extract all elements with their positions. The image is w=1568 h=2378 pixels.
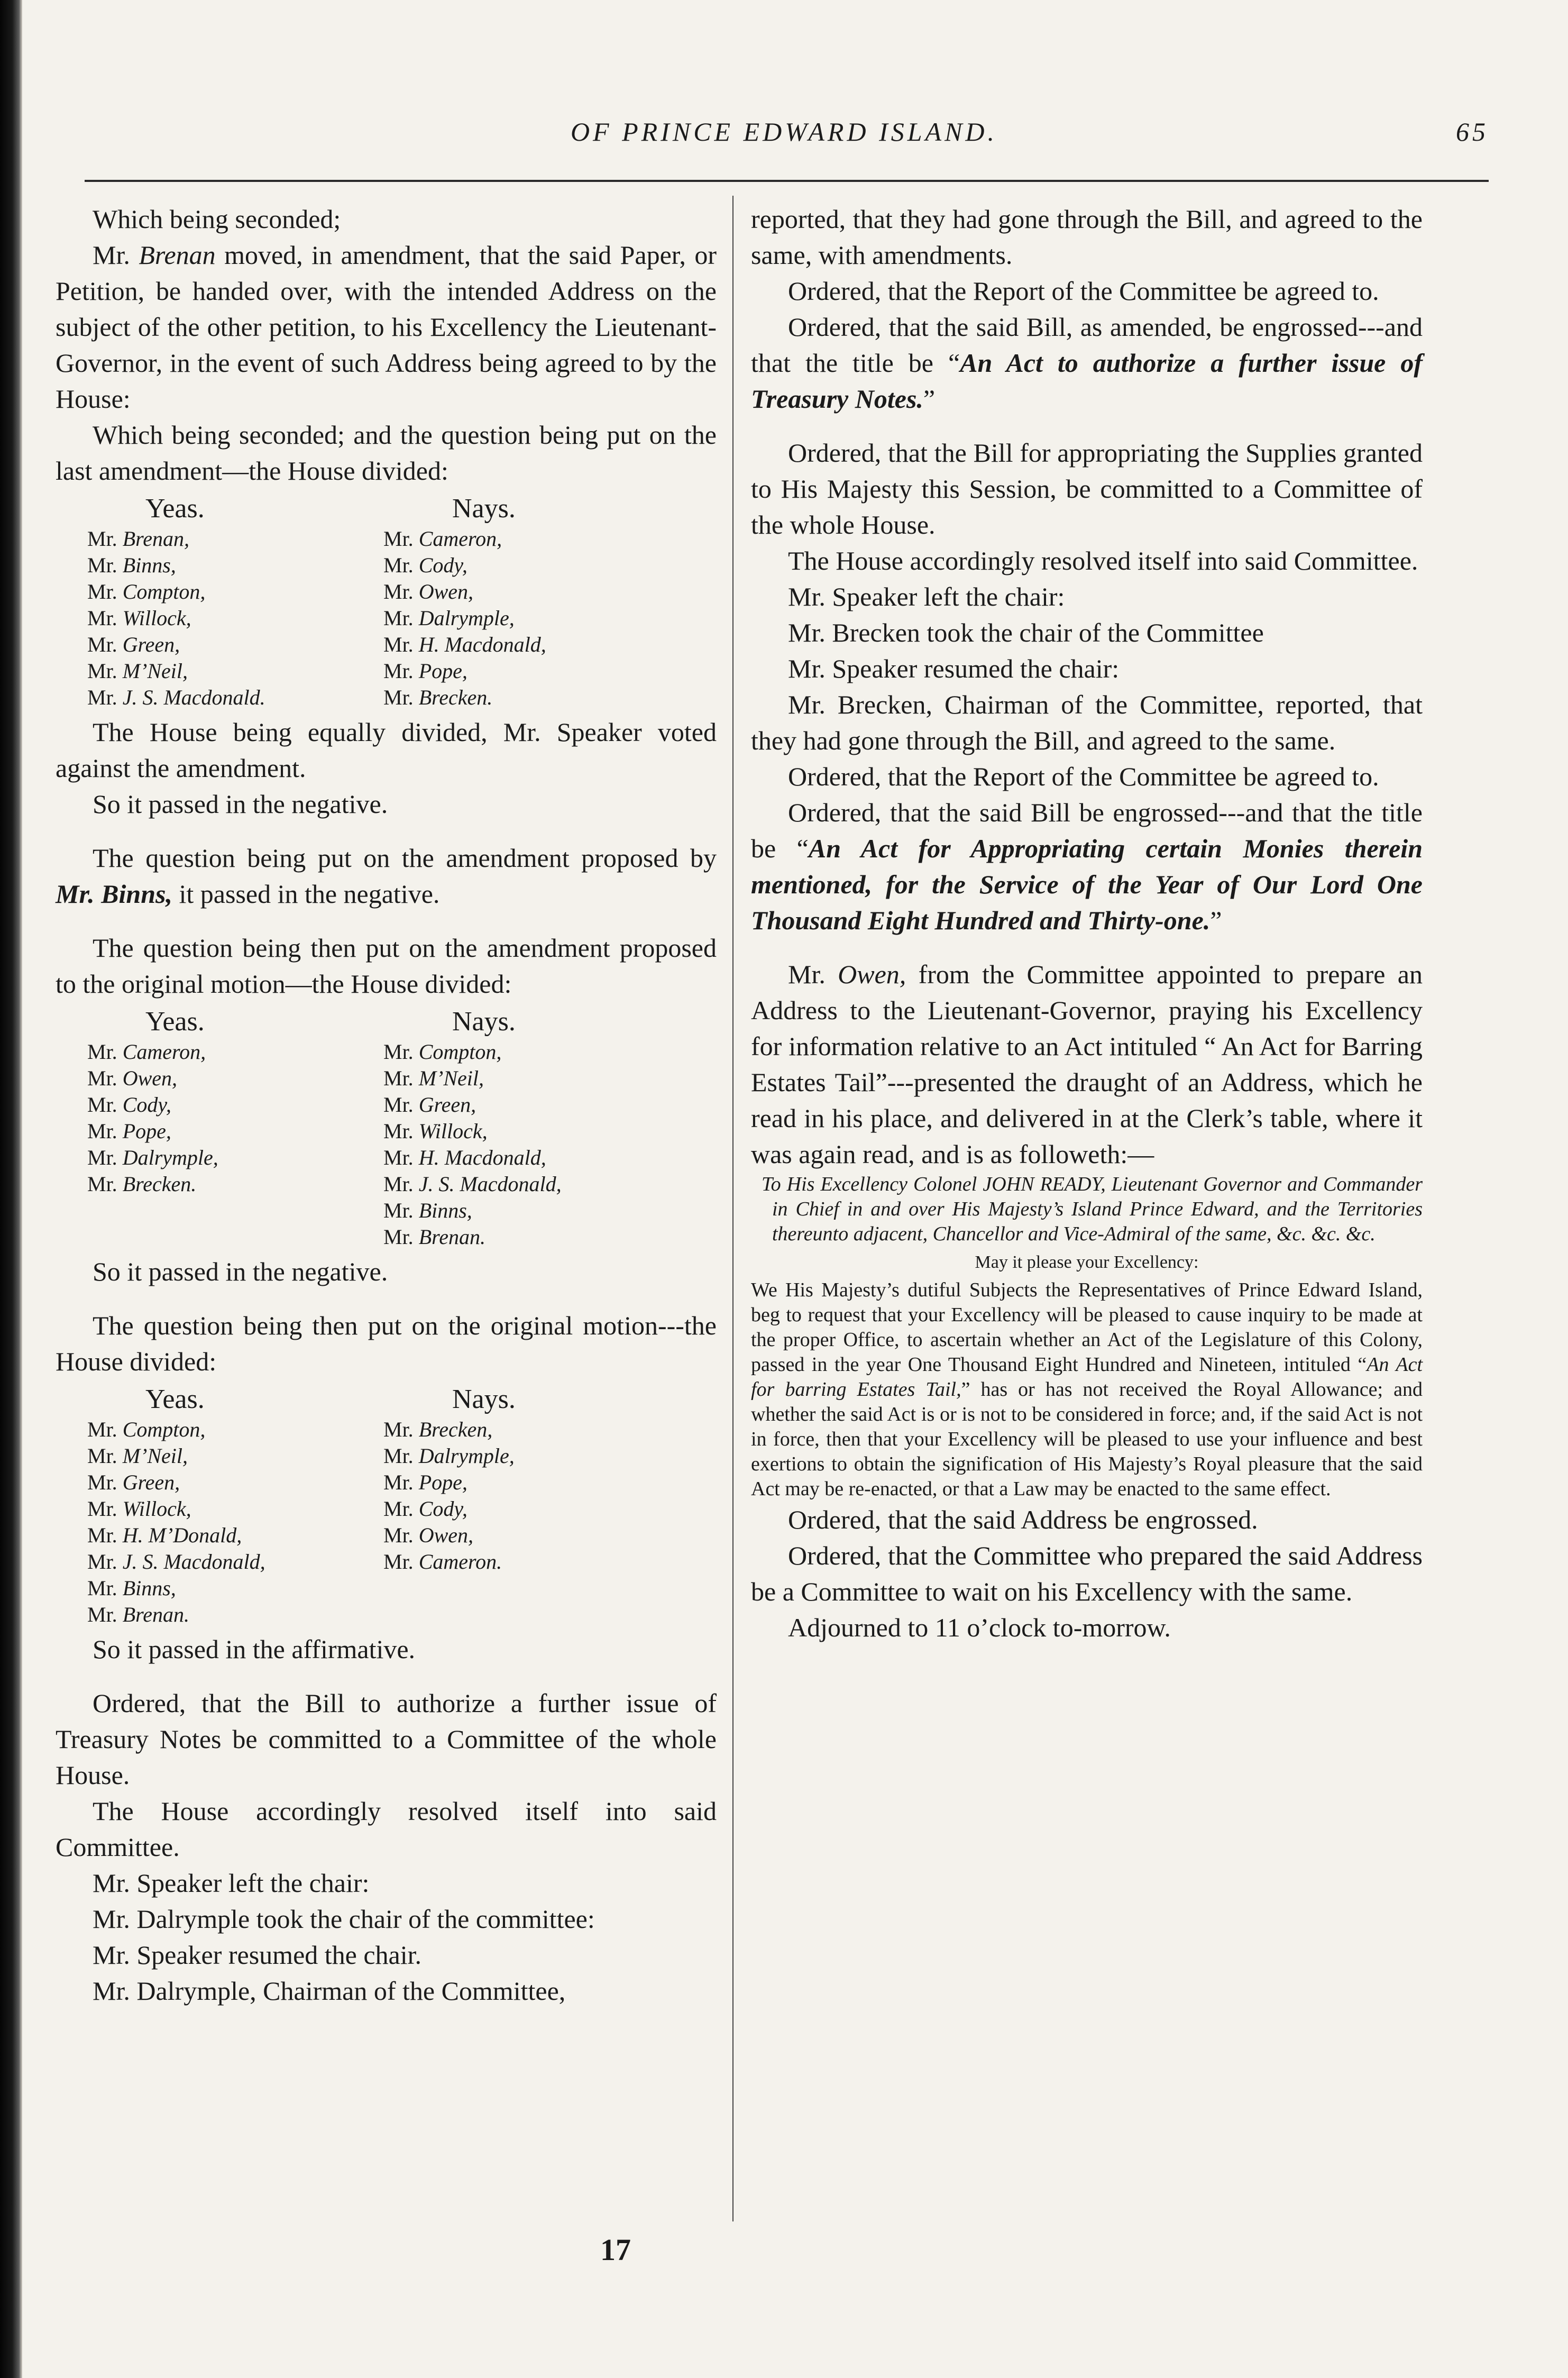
paragraph: Ordered, that the Bill for appropriating the Supplies granted to His Majesty this Session, be committed to a Committee of the whole House. (751, 438, 1423, 539)
nays-heading: Nays. (452, 1007, 516, 1037)
paragraph: Mr. Owen, from the Committee appointed to prepare an Address to the Lieutenant-Governor, praying his Excellency for information relative to an Act intituled “ An Act for Barring Estates Tail”---presented the draught of an Address, which he read in his place, and delivered in at the Clerk’s table, where it was again read, and is as followeth:— (751, 959, 1423, 1169)
right-column (751, 201, 1423, 1645)
member-name: Mr. Cameron, (383, 527, 502, 551)
signature-mark: 17 (600, 2233, 631, 2267)
paragraph: Mr. Brecken, Chairman of the Committee, reported, that they had gone through the Bill, and agreed to the same. (751, 690, 1423, 755)
member-name: Mr. Binns, (383, 1199, 472, 1222)
member-name: Mr. Compton, (87, 1417, 206, 1441)
member-name: Mr. J. S. Macdonald. (87, 685, 265, 709)
address-block (751, 1172, 1423, 1502)
running-header (79, 116, 1489, 159)
member-name: Mr. H. M’Donald, (87, 1523, 242, 1547)
yeas-list (56, 526, 383, 711)
paragraph: The House accordingly resolved itself into said Committee. (788, 546, 1418, 575)
paragraph: Ordered, that the said Bill, as amended, be engrossed---and that the title be “An Act to authorize a further issue of Treasury Notes.” (751, 312, 1423, 414)
division-list-2 (56, 1005, 717, 1250)
paragraph: Ordered, that the said Address be engrossed. (788, 1505, 1258, 1534)
paragraph: Mr. Speaker left the chair: (788, 582, 1065, 611)
paragraph: Ordered, that the said Bill be engrossed---and that the title be “An Act for Appropriating certain Monies therein mentioned, for the Service of the Year of Our Lord One Thousand Eight Hundred and Thirty-one.” (751, 798, 1423, 935)
division-list-3 (56, 1383, 717, 1628)
book-binding-edge (0, 0, 22, 2378)
member-name: Mr. M’Neil, (87, 1444, 188, 1468)
paragraph: The question being put on the amendment proposed by Mr. Binns, it passed in the negative. (56, 843, 717, 909)
paragraph: Ordered, that the Report of the Committee be agreed to. (788, 762, 1379, 791)
paragraph: Ordered, that the Committee who prepared the said Address be a Committee to wait on his Excellency with the same. (751, 1541, 1423, 1606)
paragraph: The question being then put on the amendment proposed to the original motion—the House divided: (56, 933, 717, 999)
address-opening: May it please your Excellency: (975, 1252, 1199, 1272)
member-name: Mr. H. Macdonald, (383, 1146, 546, 1169)
paragraph: reported, that they had gone through the Bill, and agreed to the same, with amendments. (751, 204, 1423, 270)
paragraph: Mr. Speaker left the chair: (93, 1868, 370, 1898)
member-name: Mr. Binns, (87, 1576, 176, 1600)
member-name: Mr. M’Neil, (87, 659, 188, 683)
member-name: Mr. Willock, (383, 1119, 488, 1143)
member-name: Mr. Brenan. (87, 1603, 189, 1626)
member-name: Mr. Dalrymple, (383, 1444, 515, 1468)
member-name: Mr. Green, (87, 633, 180, 656)
member-name: Mr. Cody, (383, 553, 467, 577)
nays-list (383, 1416, 711, 1628)
member-name: Mr. Owen, (383, 1523, 474, 1547)
yeas-heading: Yeas. (145, 493, 205, 524)
paragraph: Mr. Speaker resumed the chair. (93, 1940, 422, 1970)
page-number: 65 (1456, 117, 1489, 147)
address-body: We His Majesty’s dutiful Subjects the Representatives of Prince Edward Island, beg to request that your Excellency will be pleased to cause inquiry to be made at the proper Office, to ascertain whether an Act of the Legislature of this Colony, passed in the year One Thousand Eight Hundred and Nineteen, intituled “An Act for barring Estates Tail,” has or has not received the Royal Allowance; and whether the said Act is or is not to be considered in force; and, if the said Act is not in force, then that your Excellency will be pleased to use your influence and best exertions to obtain the signification of His Majesty’s Royal pleasure that the said Act may be re-enacted, or that a Law may be enacted to the same effect. (751, 1279, 1423, 1500)
member-name: Mr. Brecken, (383, 1417, 493, 1441)
member-name: Mr. Willock, (87, 1497, 191, 1521)
member-name: Mr. Pope, (87, 1119, 171, 1143)
member-name: Mr. Dalrymple, (87, 1146, 218, 1169)
member-name: Mr. Brecken. (87, 1172, 197, 1196)
paragraph: So it passed in the affirmative. (93, 1634, 416, 1664)
page-title: OF PRINCE EDWARD ISLAND. (570, 117, 998, 147)
header-rule (85, 180, 1489, 182)
address-salutation: To His Excellency Colonel JOHN READY, Lieutenant Governor and Commander in Chief in and over His Majesty’s Island Prince Edward, and the Territories thereunto adjacent, Chancellor and Vice-Admiral of the same, &c. &c. &c. (762, 1173, 1423, 1245)
column-divider (732, 196, 733, 2221)
paragraph: So it passed in the negative. (93, 1257, 388, 1286)
paragraph: Mr. Brecken took the chair of the Committee (788, 618, 1264, 647)
member-name: Mr. Owen, (87, 1066, 178, 1090)
member-name: Mr. Willock, (87, 606, 191, 630)
member-name: Mr. Cody, (383, 1497, 467, 1521)
member-name: Mr. Pope, (383, 659, 467, 683)
member-name: Mr. Brenan, (87, 527, 189, 551)
member-name: Mr. Compton, (87, 580, 206, 603)
paragraph: Mr. Brenan moved, in amendment, that the said Paper, or Petition, be handed over, with the intended Address on the subject of the other petition, to his Excellency the Lieutenant-Governor, in the event of such Address being agreed to by the House: (56, 240, 717, 414)
member-name: Mr. Cameron. (383, 1550, 502, 1574)
paragraph: The House being equally divided, Mr. Speaker voted against the amendment. (56, 717, 717, 783)
left-column (56, 201, 717, 2009)
member-name: Mr. Cody, (87, 1093, 171, 1117)
nays-list (383, 1039, 711, 1250)
paragraph: Ordered, that the Report of the Committee be agreed to. (788, 276, 1379, 306)
nays-list (383, 526, 711, 711)
nays-heading: Nays. (452, 493, 516, 524)
paragraph: The House accordingly resolved itself into said Committee. (56, 1796, 717, 1862)
paragraph: The question being then put on the original motion---the House divided: (56, 1311, 717, 1376)
yeas-list (56, 1416, 383, 1628)
member-name: Mr. Pope, (383, 1470, 467, 1494)
division-list-1 (56, 492, 717, 711)
yeas-heading: Yeas. (145, 1384, 205, 1414)
member-name: Mr. Dalrymple, (383, 606, 515, 630)
paragraph: Which being seconded; and the question being put on the last amendment—the House divided: (56, 420, 717, 486)
member-name: Mr. Green, (87, 1470, 180, 1494)
member-name: Mr. M’Neil, (383, 1066, 484, 1090)
yeas-heading: Yeas. (145, 1007, 205, 1037)
member-name: Mr. J. S. Macdonald, (87, 1550, 265, 1574)
paragraph: So it passed in the negative. (93, 789, 388, 819)
yeas-list (56, 1039, 383, 1250)
member-name: Mr. Green, (383, 1093, 476, 1117)
member-name: Mr. Brenan. (383, 1225, 485, 1249)
member-name: Mr. Binns, (87, 553, 176, 577)
member-name: Mr. Cameron, (87, 1040, 206, 1064)
member-name: Mr. Brecken. (383, 685, 493, 709)
nays-heading: Nays. (452, 1384, 516, 1414)
paragraph: Mr. Dalrymple took the chair of the committee: (93, 1904, 595, 1934)
paragraph: Adjourned to 11 o’clock to-morrow. (788, 1613, 1171, 1642)
member-name: Mr. J. S. Macdonald, (383, 1172, 562, 1196)
member-name: Mr. Compton, (383, 1040, 502, 1064)
paragraph: Mr. Dalrymple, Chairman of the Committee, (93, 1976, 566, 2006)
member-name: Mr. Owen, (383, 580, 474, 603)
paragraph: Mr. Speaker resumed the chair: (788, 654, 1120, 683)
paragraph: Ordered, that the Bill to authorize a further issue of Treasury Notes be committed to a Committee of the whole House. (56, 1688, 717, 1790)
member-name: Mr. H. Macdonald, (383, 633, 546, 656)
paragraph: Which being seconded; (93, 204, 341, 234)
